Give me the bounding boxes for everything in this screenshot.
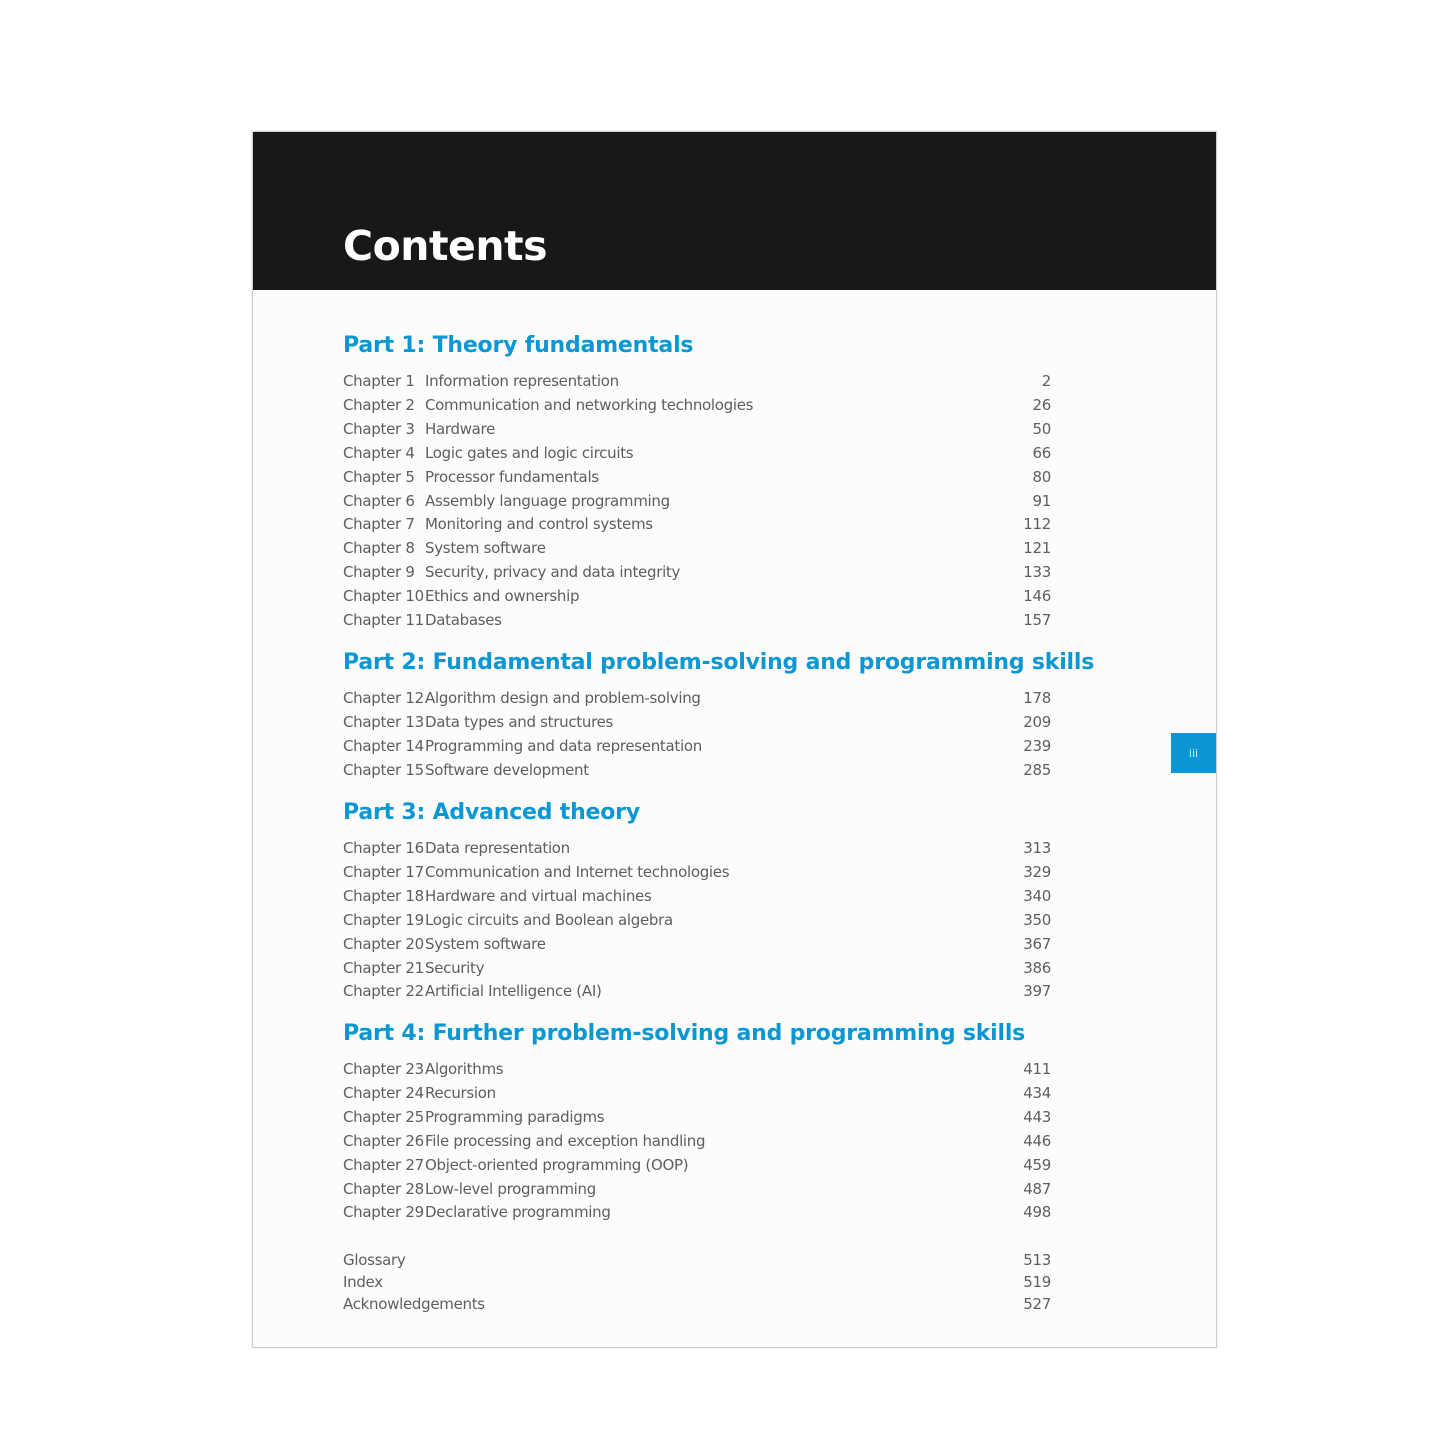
chapter-title: Databases [425, 611, 502, 629]
toc-entry[interactable] [343, 932, 1051, 956]
page-number: 446 [1023, 1132, 1051, 1150]
toc-entry[interactable] [343, 1105, 1051, 1129]
chapter-label: Chapter 21 [343, 959, 424, 977]
toc-entry[interactable] [343, 860, 1051, 884]
toc-entry[interactable] [343, 710, 1051, 734]
chapter-title: File processing and exception handling [425, 1132, 706, 1150]
chapter-label: Chapter 11 [343, 611, 424, 629]
chapter-label: Chapter 13 [343, 713, 424, 731]
toc-entry[interactable] [343, 441, 1051, 465]
back-matter-entry[interactable] [343, 1270, 1051, 1294]
back-matter-entry[interactable] [343, 1248, 1051, 1272]
toc-entry[interactable] [343, 489, 1051, 513]
chapter-title: Recursion [425, 1084, 496, 1102]
chapter-title: Data representation [425, 839, 570, 857]
page-number: 133 [1023, 563, 1051, 581]
page-number: 350 [1023, 911, 1051, 929]
chapter-label: Chapter 20 [343, 935, 424, 953]
header-band [253, 132, 1216, 290]
chapter-title: Logic circuits and Boolean algebra [425, 911, 673, 929]
toc-entry[interactable] [343, 1081, 1051, 1105]
toc-entry[interactable] [343, 686, 1051, 710]
chapter-title: Security, privacy and data integrity [425, 563, 681, 581]
chapter-label: Chapter 2 [343, 396, 415, 414]
chapter-label: Chapter 6 [343, 492, 415, 510]
page-number: iii [1188, 746, 1199, 760]
page-number: 434 [1023, 1084, 1051, 1102]
chapter-label: Chapter 27 [343, 1156, 424, 1174]
chapter-label: Chapter 29 [343, 1203, 424, 1221]
toc-entry[interactable] [343, 536, 1051, 560]
page-number: 397 [1023, 982, 1051, 1000]
toc-entry[interactable] [343, 734, 1051, 758]
chapter-title: Information representation [425, 372, 619, 390]
page-number: 66 [1032, 444, 1051, 462]
chapter-title: Hardware and virtual machines [425, 887, 652, 905]
chapter-title: Monitoring and control systems [425, 515, 653, 533]
toc-entry[interactable] [343, 908, 1051, 932]
chapter-label: Chapter 17 [343, 863, 424, 881]
page-number: 498 [1023, 1203, 1051, 1221]
page-number: 411 [1023, 1060, 1051, 1078]
toc-entry[interactable] [343, 512, 1051, 536]
chapter-title: Low-level programming [425, 1180, 596, 1198]
back-matter-title: Acknowledgements [343, 1295, 485, 1313]
chapter-title: Object-oriented programming (OOP) [425, 1156, 689, 1174]
toc-entry[interactable] [343, 1057, 1051, 1081]
page-number: 26 [1032, 396, 1051, 414]
toc-entry[interactable] [343, 1200, 1051, 1224]
chapter-label: Chapter 28 [343, 1180, 424, 1198]
page-number: 2 [1041, 372, 1051, 390]
toc-entry[interactable] [343, 393, 1051, 417]
part-heading-4: Part 4: Further problem-solving and programming skills [343, 1021, 1026, 1046]
chapter-title: Assembly language programming [425, 492, 670, 510]
back-matter-entry[interactable] [343, 1292, 1051, 1316]
page-number: 386 [1023, 959, 1051, 977]
chapter-title: Programming and data representation [425, 737, 702, 755]
page-number: 285 [1023, 761, 1051, 779]
part-heading-3: Part 3: Advanced theory [343, 800, 640, 825]
page-number-tab [1171, 733, 1216, 773]
chapter-title: Hardware [425, 420, 496, 438]
chapter-label: Chapter 24 [343, 1084, 424, 1102]
back-matter-title: Glossary [343, 1251, 406, 1269]
page-number: 50 [1032, 420, 1051, 438]
page-number: 178 [1023, 689, 1051, 707]
page-number: 239 [1023, 737, 1051, 755]
toc-entry[interactable] [343, 979, 1051, 1003]
page-number: 487 [1023, 1180, 1051, 1198]
toc-entry[interactable] [343, 836, 1051, 860]
chapter-title: Artificial Intelligence (AI) [425, 982, 602, 1000]
chapter-title: Ethics and ownership [425, 587, 580, 605]
chapter-label: Chapter 23 [343, 1060, 424, 1078]
page-number: 209 [1023, 713, 1051, 731]
chapter-label: Chapter 8 [343, 539, 415, 557]
chapter-label: Chapter 4 [343, 444, 415, 462]
back-matter-title: Index [343, 1273, 383, 1291]
toc-entry[interactable] [343, 465, 1051, 489]
chapter-label: Chapter 9 [343, 563, 415, 581]
chapter-title: System software [425, 935, 546, 953]
chapter-label: Chapter 14 [343, 737, 424, 755]
chapter-label: Chapter 3 [343, 420, 415, 438]
page-number: 340 [1023, 887, 1051, 905]
chapter-title: Communication and networking technologies [425, 396, 754, 414]
chapter-label: Chapter 12 [343, 689, 424, 707]
toc-entry[interactable] [343, 1153, 1051, 1177]
chapter-title: Declarative programming [425, 1203, 611, 1221]
toc-entry[interactable] [343, 884, 1051, 908]
toc-entry[interactable] [343, 369, 1051, 393]
chapter-label: Chapter 1 [343, 372, 415, 390]
toc-entry[interactable] [343, 417, 1051, 441]
toc-entry[interactable] [343, 956, 1051, 980]
page-number: 519 [1023, 1273, 1051, 1291]
page-number: 146 [1023, 587, 1051, 605]
chapter-title: Logic gates and logic circuits [425, 444, 634, 462]
toc-entry[interactable] [343, 608, 1051, 632]
part-heading-2: Part 2: Fundamental problem-solving and programming skills [343, 650, 1095, 675]
toc-entry[interactable] [343, 1129, 1051, 1153]
chapter-label: Chapter 18 [343, 887, 424, 905]
page-number: 329 [1023, 863, 1051, 881]
chapter-title: Software development [425, 761, 589, 779]
page-number: 121 [1023, 539, 1051, 557]
chapter-title: Security [425, 959, 485, 977]
chapter-label: Chapter 5 [343, 468, 415, 486]
part-heading-1: Part 1: Theory fundamentals [343, 333, 694, 358]
page-number: 112 [1023, 515, 1051, 533]
chapter-label: Chapter 26 [343, 1132, 424, 1150]
chapter-label: Chapter 19 [343, 911, 424, 929]
chapter-title: Processor fundamentals [425, 468, 599, 486]
page-number: 367 [1023, 935, 1051, 953]
page-title: Contents [343, 222, 548, 270]
chapter-label: Chapter 25 [343, 1108, 424, 1126]
page-number: 80 [1032, 468, 1051, 486]
chapter-title: Algorithm design and problem-solving [425, 689, 701, 707]
toc-entry[interactable] [343, 1177, 1051, 1201]
chapter-title: Programming paradigms [425, 1108, 605, 1126]
page-number: 527 [1023, 1295, 1051, 1313]
chapter-title: Data types and structures [425, 713, 614, 731]
chapter-label: Chapter 7 [343, 515, 415, 533]
chapter-label: Chapter 15 [343, 761, 424, 779]
chapter-title: Algorithms [425, 1060, 504, 1078]
chapter-title: System software [425, 539, 546, 557]
toc-entry[interactable] [343, 584, 1051, 608]
page-number: 459 [1023, 1156, 1051, 1174]
page-number: 513 [1023, 1251, 1051, 1269]
page-number: 157 [1023, 611, 1051, 629]
toc-entry[interactable] [343, 758, 1051, 782]
chapter-label: Chapter 16 [343, 839, 424, 857]
page-number: 313 [1023, 839, 1051, 857]
page-number: 443 [1023, 1108, 1051, 1126]
contents-page [252, 131, 1217, 1348]
chapter-title: Communication and Internet technologies [425, 863, 730, 881]
chapter-label: Chapter 10 [343, 587, 424, 605]
chapter-label: Chapter 22 [343, 982, 424, 1000]
page-number: 91 [1032, 492, 1051, 510]
toc-entry[interactable] [343, 560, 1051, 584]
